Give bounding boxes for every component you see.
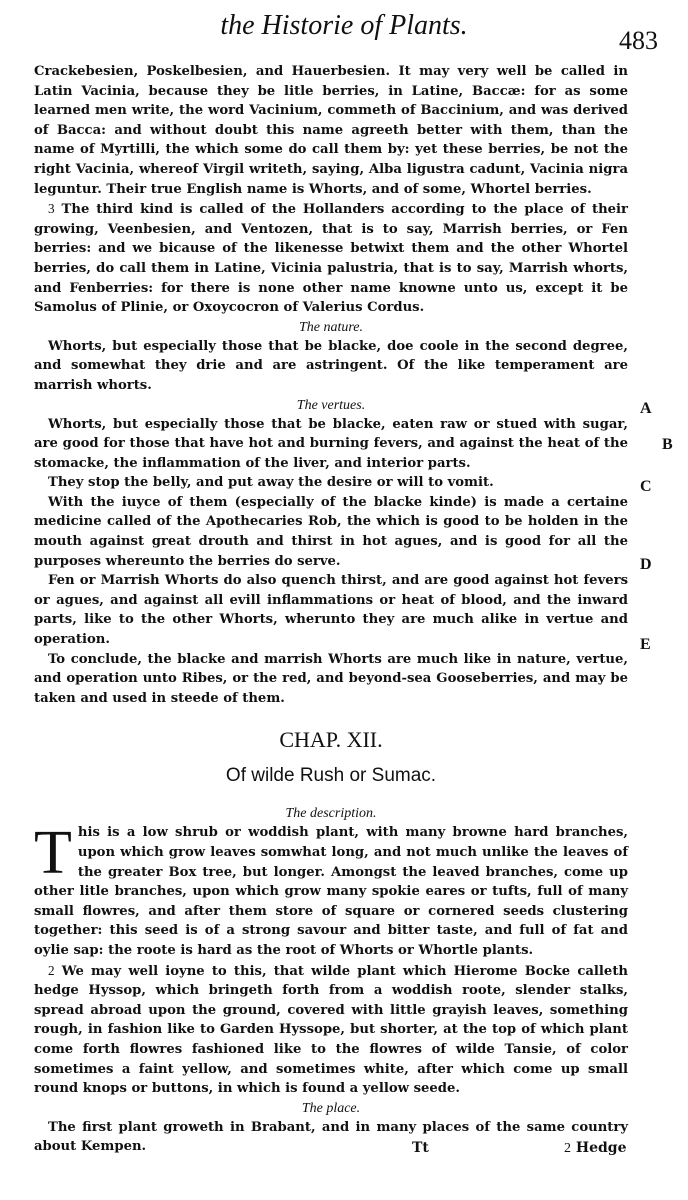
section-heading: The description. xyxy=(285,806,377,822)
margin-letter: E xyxy=(640,636,651,653)
margin-letter: B xyxy=(662,436,673,453)
signature-mark: Tt xyxy=(412,1140,429,1156)
section-heading: The place. xyxy=(301,1100,361,1116)
paragraph-text: We may well ioyne to this, that wilde plant which Hierome Bocke calleth hedge Hyssop, which bringeth forth from a woddish roote, slender stalks, spread abroad upon the ground, covered with little grayish leaves, something rough, in fashion like to Garden Hyssope, but shorter, at the top of which plant come forth flowres fashioned like to the flowres of wilde Tansie, of color sometimes a faint yellow, and sometimes white, after which come up small round knops or buttons, in which is found a yellow seede. xyxy=(34,963,628,1097)
paragraph: With the iuyce of them (especially of the blacke kinde) is made a certaine medicine called of the Apothecaries Rob, the which is good to be holden in the mouth against great drouth and thirst in hot agues, and is good for all the purposes whereunto the berries do serve. xyxy=(34,494,628,569)
paragraph: Whorts, but especially those that be blacke, doe coole in the second degree, and somewhat they drie and are astringent. Of the like temperament are marrish whorts. xyxy=(34,338,628,393)
catchword xyxy=(564,1140,627,1157)
section-heading: The nature. xyxy=(298,319,364,335)
paragraph-text: his is a low shrub or woddish plant, with many browne hard branches, upon which grow leaves somwhat long, and not much unlike the leaves of the greater Box tree, but longer. Amongst the leaved branches, come up other litle branches, upon which grow many spokie eares or tufts, full of many small flowres, and after them store of square or cornered seeds clustering together: this seed is of a strong savour and bitter taste, and full of fat and oylie sap: the roote is hard as the root of Whorts or Whortle plants. xyxy=(34,825,628,958)
paragraph-text: The third kind is called of the Hollanders according to the place of their growing, Veenbesien, and Ventozen, that is to say, Marrish berries, or Fen berries: and we bicause of the likenesse betwixt them and the other Whortel berries, do call them in Latine, Vicinia palustria, that is to say, Marrish whorts, and Fenberries: for there is none other name knowne unto us, except it be Samolus of Plinie, or Oxoycocron of Valerius Cordus. xyxy=(34,202,628,316)
paragraph: Fen or Marrish Whorts do also quench thirst, and are good against hot fevers or agues, and against all evill inflammations or heat of blood, and the inward parts, like to the other Whorts, wherunto they are much alike in vertue and operation. xyxy=(34,573,628,648)
paragraph: Crackebesien, Poskelbesien, and Hauerbesien. It may very well be called in Latin Vacinia, because they be litle berries, in Latine, Baccæ: for as some learned men write, the word Vacinium, commeth of Baccinium, and was derived of Bacca: and without doubt this name agreeth better with them, than the name of Myrtilli, the which some do call them by: yet these berries, be not the right Vacinia, whereof Virgil writeth, saying, Alba ligustra cadunt, Vacinia nigra leguntur. Their true English name is Whorts, and of some, Whortel berries. xyxy=(34,64,628,197)
section-heading: The vertues. xyxy=(296,397,366,413)
catchword-number: 2 xyxy=(564,1141,571,1156)
paragraph xyxy=(34,199,628,318)
paragraph: To conclude, the blacke and marrish Whorts are much like in nature, vertue, and operation unto Ribes, or the red, and beyond-sea Gooseberries, and may be taken and used in steede of them. xyxy=(34,651,628,706)
page-number: 483 xyxy=(619,26,658,55)
chapter-title: Of wilde Rush or Sumac. xyxy=(225,765,437,787)
chapter-heading: CHAP. XII. xyxy=(279,727,383,753)
margin-letter: C xyxy=(640,478,652,495)
paragraph: The first plant groweth in Brabant, and in many places of the same country about Kempen. xyxy=(34,1119,628,1155)
section-number: 3 xyxy=(48,201,55,217)
page-body xyxy=(34,62,628,1157)
drop-cap: T xyxy=(34,819,72,888)
catchword-text: Hedge xyxy=(575,1140,627,1156)
paragraph xyxy=(34,819,628,960)
running-head: the Historie of Plants. xyxy=(220,10,468,41)
section-number: 2 xyxy=(48,962,55,978)
paragraph: They stop the belly, and put away the desire or will to vomit. xyxy=(48,475,494,491)
margin-letter: D xyxy=(640,556,652,573)
margin-letter: A xyxy=(640,400,652,417)
paragraph xyxy=(34,961,628,1099)
paragraph: Whorts, but especially those that be blacke, eaten raw or stued with sugar, are good for those that have hot and burning fevers, and against the heat of the stomacke, the inflammation of the liver, and interior parts. xyxy=(34,416,628,471)
